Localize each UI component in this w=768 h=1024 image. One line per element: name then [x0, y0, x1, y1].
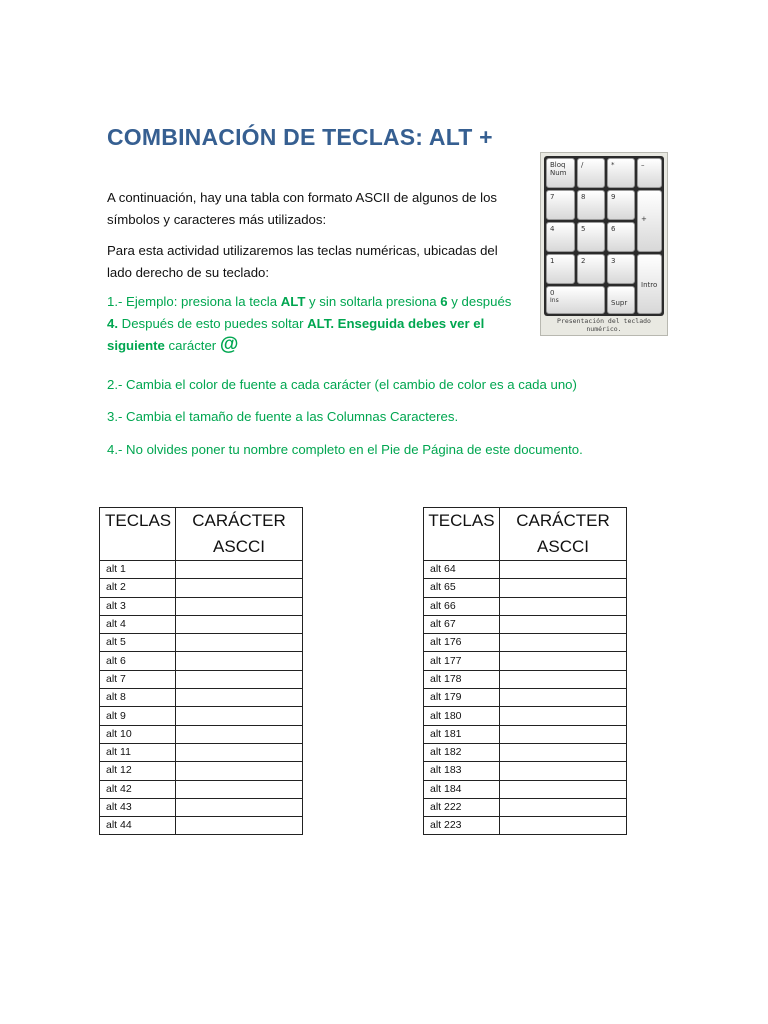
table-row — [424, 615, 627, 633]
key-8: 8 — [577, 190, 605, 220]
at-symbol: @ — [219, 334, 239, 355]
step-1-bold-h: ALT. Enseguida debes ver el siguiente — [107, 315, 485, 353]
alt-code-cell: alt 176 — [424, 634, 500, 652]
table-row — [424, 634, 627, 652]
left-ascii-table — [99, 507, 303, 835]
character-cell[interactable] — [500, 743, 627, 761]
character-cell[interactable] — [500, 579, 627, 597]
step-1-text-a: 1.- Ejemplo: presiona la tecla — [107, 294, 281, 309]
character-cell[interactable] — [176, 817, 303, 835]
table-row — [100, 817, 303, 835]
alt-code-cell: alt 64 — [424, 561, 500, 579]
step-1-paragraph — [107, 291, 517, 357]
character-cell[interactable] — [500, 561, 627, 579]
alt-code-cell: alt 223 — [424, 817, 500, 835]
step-4-paragraph: 4.- No olvides poner tu nombre completo en el Pie de Página de este documento. — [107, 442, 583, 457]
table-row — [100, 597, 303, 615]
alt-code-cell: alt 6 — [100, 652, 176, 670]
alt-code-cell: alt 178 — [424, 670, 500, 688]
table-row — [100, 762, 303, 780]
table-row — [100, 689, 303, 707]
character-cell[interactable] — [500, 780, 627, 798]
character-cell[interactable] — [500, 762, 627, 780]
step-1-alt: ALT — [280, 294, 306, 309]
teclas-header: TECLAS — [424, 508, 500, 561]
table-row — [424, 780, 627, 798]
character-cell[interactable] — [176, 652, 303, 670]
key-enter: Intro — [637, 254, 662, 314]
table-row — [424, 743, 627, 761]
alt-code-cell: alt 8 — [100, 689, 176, 707]
caracter-header-line-1: CARÁCTER — [516, 511, 610, 530]
alt-code-cell: alt 179 — [424, 689, 500, 707]
character-cell[interactable] — [176, 561, 303, 579]
step-1-six: 6 — [440, 294, 448, 309]
alt-code-cell: alt 66 — [424, 597, 500, 615]
character-cell[interactable] — [500, 597, 627, 615]
alt-code-cell: alt 12 — [100, 762, 176, 780]
table-row — [100, 670, 303, 688]
alt-code-cell: alt 181 — [424, 725, 500, 743]
character-cell[interactable] — [176, 743, 303, 761]
alt-code-cell: alt 3 — [100, 597, 176, 615]
alt-code-cell: alt 5 — [100, 634, 176, 652]
character-cell[interactable] — [176, 762, 303, 780]
character-cell[interactable] — [176, 597, 303, 615]
alt-code-cell: alt 65 — [424, 579, 500, 597]
key-9: 9 — [607, 190, 635, 220]
key-decimal: Supr — [607, 286, 635, 314]
alt-code-cell: alt 182 — [424, 743, 500, 761]
character-cell[interactable] — [176, 634, 303, 652]
key-multiply: * — [607, 158, 635, 188]
alt-code-cell: alt 67 — [424, 615, 500, 633]
alt-code-cell: alt 222 — [424, 798, 500, 816]
alt-code-cell: alt 2 — [100, 579, 176, 597]
character-cell[interactable] — [176, 798, 303, 816]
alt-code-cell: alt 1 — [100, 561, 176, 579]
step-1-text-c: y sin soltarla presiona — [305, 294, 441, 309]
character-cell[interactable] — [176, 670, 303, 688]
key-divide: / — [577, 158, 605, 188]
table-row — [424, 579, 627, 597]
table-row — [424, 725, 627, 743]
alt-code-cell: alt 44 — [100, 817, 176, 835]
character-cell[interactable] — [500, 707, 627, 725]
key-num-lock: Bloq Num — [546, 158, 575, 188]
step-3-paragraph: 3.- Cambia el tamaño de fuente a las Columnas Caracteres. — [107, 409, 459, 424]
page-title: COMBINACIÓN DE TECLAS: ALT + — [107, 124, 493, 150]
step-1-text-e: y después — [447, 294, 512, 309]
table-row — [424, 652, 627, 670]
keypad-caption — [541, 317, 667, 333]
alt-code-cell: alt 42 — [100, 780, 176, 798]
alt-code-cell: alt 43 — [100, 798, 176, 816]
table-row — [424, 762, 627, 780]
key-0 — [546, 286, 605, 314]
caracter-header — [176, 508, 303, 561]
table-row — [100, 780, 303, 798]
step-2-paragraph: 2.- Cambia el color de fuente a cada carácter (el cambio de color es a cada uno) — [107, 377, 577, 392]
caracter-header — [500, 508, 627, 561]
alt-code-cell: alt 180 — [424, 707, 500, 725]
table-row — [424, 561, 627, 579]
keypad-caption-line-2: numérico. — [586, 325, 622, 333]
step-1-four: 4. — [107, 315, 118, 331]
intro-paragraph-2: Para esta actividad utilizaremos las teclas numéricas, ubicadas del lado derecho de su teclado: — [107, 243, 498, 280]
alt-code-cell: alt 177 — [424, 652, 500, 670]
table-row — [100, 634, 303, 652]
alt-code-cell: alt 9 — [100, 707, 176, 725]
key-2: 2 — [577, 254, 605, 284]
step-1-text-g: Después de esto puedes soltar — [118, 315, 308, 331]
table-row — [424, 798, 627, 816]
character-cell[interactable] — [176, 579, 303, 597]
key-1: 1 — [546, 254, 575, 284]
table-row — [100, 798, 303, 816]
table-row — [100, 561, 303, 579]
alt-code-cell: alt 7 — [100, 670, 176, 688]
table-row — [100, 707, 303, 725]
character-cell[interactable] — [500, 689, 627, 707]
intro-paragraph-1: A continuación, hay una tabla con formato ASCII de algunos de los símbolos y caracteres más utilizados: — [107, 190, 498, 227]
alt-code-cell: alt 10 — [100, 725, 176, 743]
table-row — [424, 817, 627, 835]
key-plus: + — [637, 190, 662, 252]
right-table-body — [424, 561, 627, 835]
table-row — [424, 670, 627, 688]
alt-code-cell: alt 184 — [424, 780, 500, 798]
caracter-header-line-2: ASCCI — [537, 537, 589, 556]
table-row — [424, 707, 627, 725]
character-cell[interactable] — [500, 634, 627, 652]
key-minus: – — [637, 158, 662, 188]
caracter-header-line-1: CARÁCTER — [192, 511, 286, 530]
table-row — [100, 615, 303, 633]
key-0-label: 0 — [550, 289, 555, 297]
table-row — [100, 652, 303, 670]
keypad-caption-line-1: Presentación del teclado — [557, 317, 651, 325]
key-4: 4 — [546, 222, 575, 252]
character-cell[interactable] — [500, 817, 627, 835]
character-cell[interactable] — [500, 798, 627, 816]
key-7: 7 — [546, 190, 575, 220]
table-header-row — [100, 508, 303, 561]
right-ascii-table — [423, 507, 627, 835]
key-6: 6 — [607, 222, 635, 252]
character-cell[interactable] — [176, 780, 303, 798]
key-ins-label: Ins — [550, 297, 559, 304]
character-cell[interactable] — [500, 615, 627, 633]
table-row — [424, 597, 627, 615]
keypad-body — [544, 156, 664, 316]
alt-code-cell: alt 183 — [424, 762, 500, 780]
teclas-header: TECLAS — [100, 508, 176, 561]
character-cell[interactable] — [500, 670, 627, 688]
alt-code-cell: alt 11 — [100, 743, 176, 761]
character-cell[interactable] — [176, 689, 303, 707]
table-header-row — [424, 508, 627, 561]
character-cell[interactable] — [500, 652, 627, 670]
table-row — [100, 725, 303, 743]
character-cell[interactable] — [176, 725, 303, 743]
alt-code-cell: alt 4 — [100, 615, 176, 633]
table-row — [424, 689, 627, 707]
table-row — [100, 579, 303, 597]
character-cell[interactable] — [176, 615, 303, 633]
table-row — [100, 743, 303, 761]
left-table-body — [100, 561, 303, 835]
character-cell[interactable] — [176, 707, 303, 725]
key-5: 5 — [577, 222, 605, 252]
numeric-keypad-image — [540, 152, 668, 336]
caracter-header-line-2: ASCCI — [213, 537, 265, 556]
character-cell[interactable] — [500, 725, 627, 743]
key-3: 3 — [607, 254, 635, 284]
step-1-text-i: carácter — [164, 338, 220, 353]
